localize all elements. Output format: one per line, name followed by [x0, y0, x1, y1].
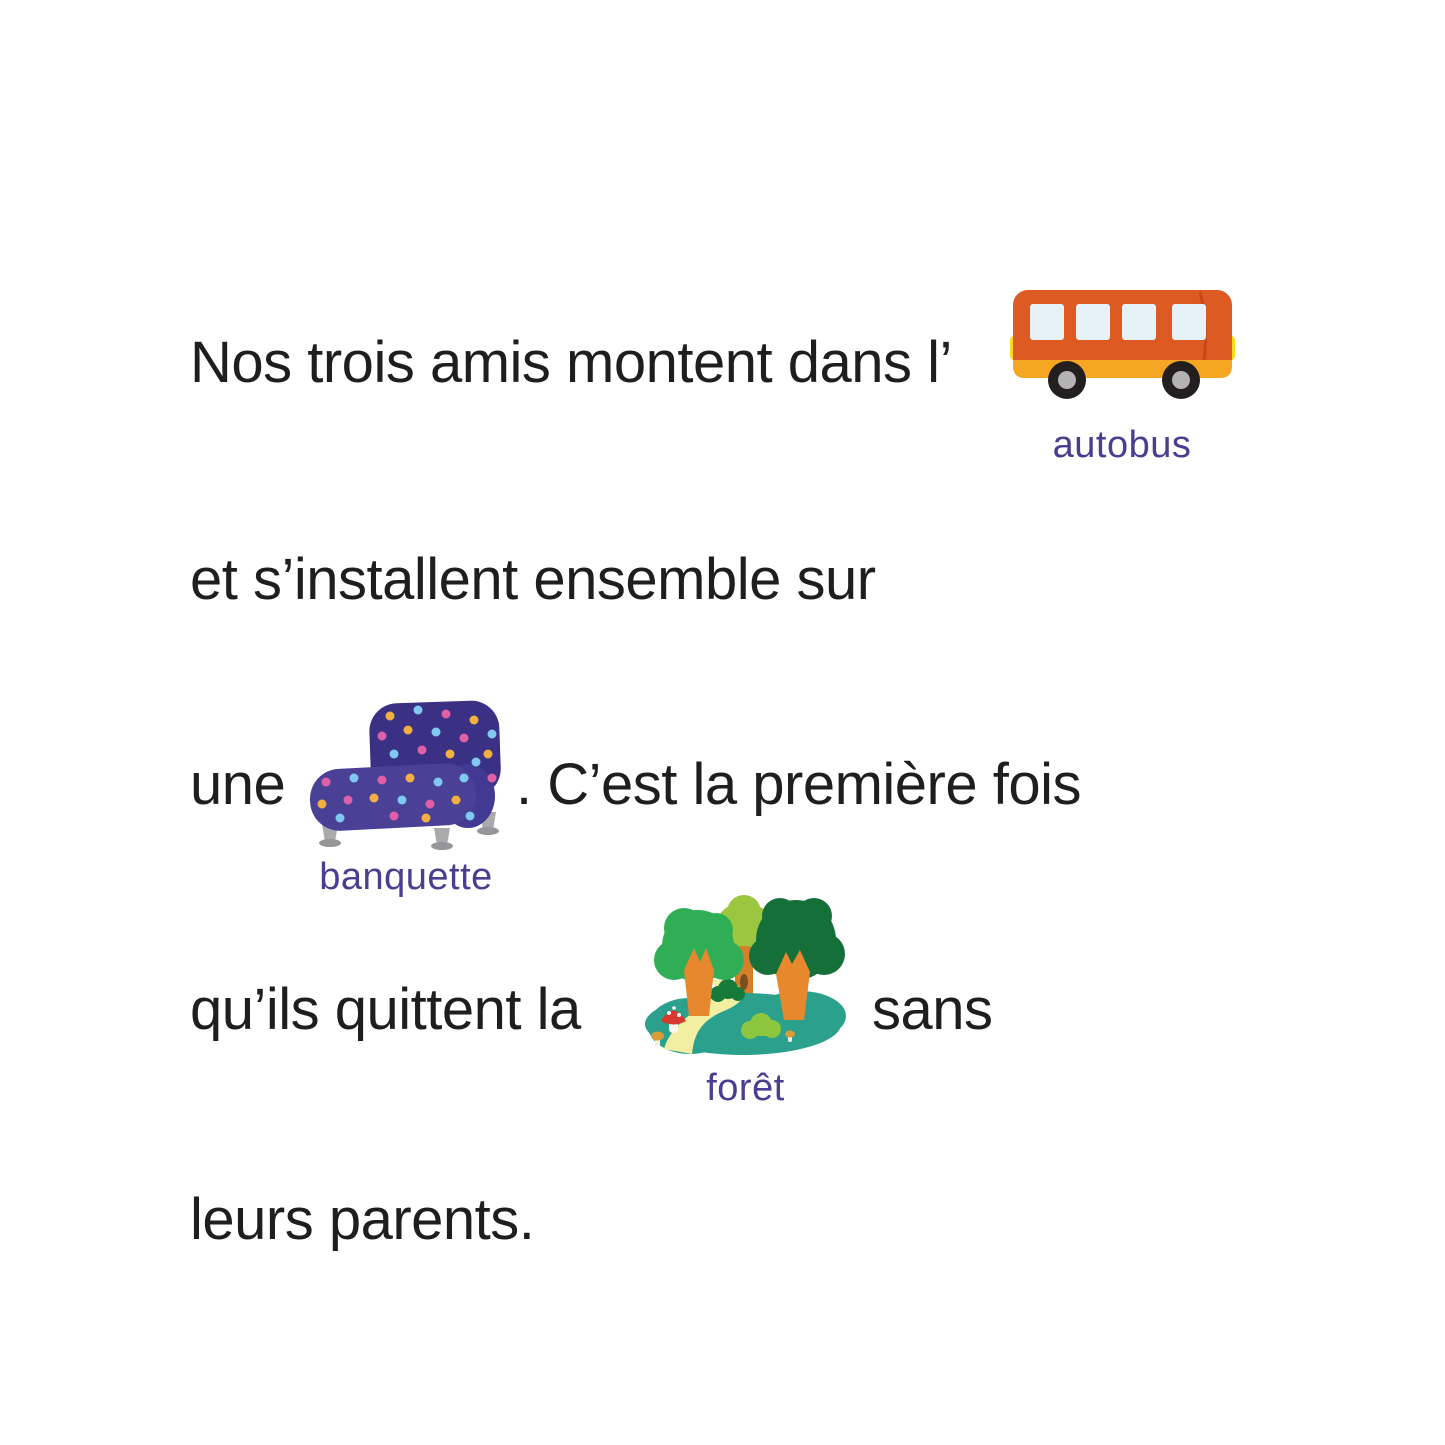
story-line-4-after: sans — [872, 977, 993, 1042]
bus-caption: autobus — [1052, 424, 1192, 466]
story-line-5: leurs parents. — [190, 1187, 535, 1252]
story-line-4-before: qu’ils quittent la — [190, 977, 581, 1042]
story-line-3-before: une — [190, 752, 286, 817]
story-line-1: Nos trois amis montent dans l’ — [190, 330, 952, 395]
story-line-3-after: . C’est la première fois — [516, 752, 1081, 817]
bus-icon — [1010, 288, 1235, 400]
bus-figure — [1008, 288, 1236, 464]
forest-caption: forêt — [706, 1067, 785, 1109]
story-line-2: et s’installent ensemble sur — [190, 547, 876, 612]
forest-icon — [638, 888, 853, 1063]
bench-caption: banquette — [319, 856, 493, 898]
bench-figure — [306, 700, 506, 896]
forest-figure — [638, 888, 853, 1107]
bench-icon — [306, 700, 506, 850]
